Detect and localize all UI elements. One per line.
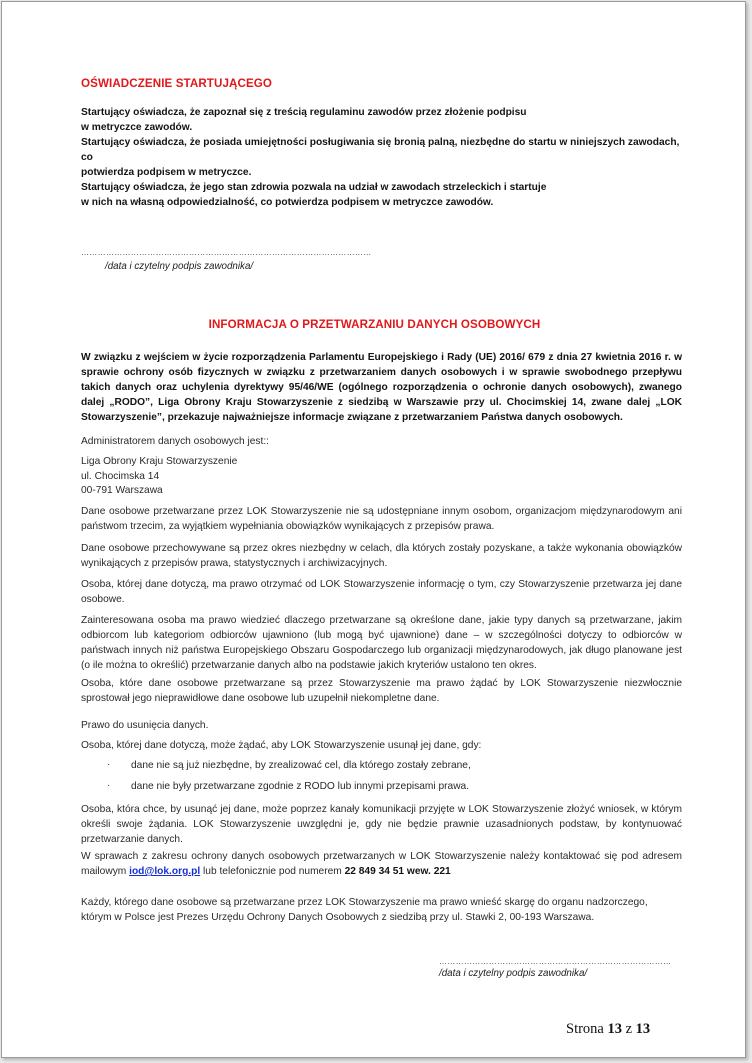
address-line: 00-791 Warszawa	[81, 485, 163, 497]
bullet-item: dane nie były przetwarzane zgodnie z RODO lub innymi przepisami prawa.	[131, 781, 470, 792]
statement-body	[81, 105, 691, 210]
info-signature-line: …………………………………………………………………………	[439, 957, 672, 966]
current-page: 13	[607, 1021, 622, 1037]
info-signature-label: /data i czytelny podpis zawodnika/	[439, 968, 588, 979]
bullet-item: dane nie są już niezbędne, by zrealizować cel, dla którego zostały zebrane,	[131, 760, 471, 771]
paragraph-information-right: Zainteresowana osoba ma prawo wiedzieć dlaczego przetwarzane są określone dane, jakie typy danych są przetwarzane, jakim odbiorcom lub kategoriom odbiorców ujawniono (lub mogą być ujawnione) dane – w szczególności dotyczy to odbiorców w państwach innych niż państwa Europejskiego Obszaru Gospodarczego lub organizacji międzynarodowych, jak długo planowane jest (o ile można to określić) przetwarzanie danych albo na podstawie jakich kryteriów ustalono ten okres.	[81, 615, 682, 671]
statement-signature-line: ……………………………………………………………………………………………	[81, 248, 372, 257]
paragraph-retention: Dane osobowe przechowywane są przez okres niezbędny w celach, dla których zostały pozyskane, a także wykonania obowiązków wynikających z przepisów prawa, statystycznych i archiwizacyjnych.	[81, 543, 682, 569]
statement-line: potwierdza podpisem w metryczce.	[81, 167, 252, 178]
info-title: INFORMACJA O PRZETWARZANIU DANYCH OSOBOWYCH	[208, 318, 541, 331]
paragraph-sharing: Dane osobowe przetwarzane przez LOK Stowarzyszenie nie są udostępniane innym osobom, organizacjom międzynarodowym ani państwom trzecim, za wyjątkiem wypełniania obowiązków wynikających z przepisów prawa.	[81, 506, 682, 532]
page-of: z	[625, 1021, 633, 1037]
complaint-line: Każdy, którego dane osobowe są przetwarzane przez LOK Stowarzyszenie ma prawo wnieść skargę do organu nadzorczego,	[81, 897, 648, 908]
contact-text-mid: lub telefonicznie pod numerem	[200, 866, 345, 877]
statement-line: w metryczce zawodów.	[81, 122, 193, 133]
statement-line: Startujący oświadcza, że posiada umiejętności posługiwania się bronią palną, niezbędne do startu w niniejszych zawodach, co	[81, 137, 680, 163]
page-number	[566, 1021, 650, 1038]
email-link[interactable]: iod@lok.org.pl	[129, 866, 201, 877]
paragraph-rectification: Osoba, które dane osobowe przetwarzane są przez Stowarzyszenie ma prawo żądać by LOK Stowarzyszenie niezwłocznie sprostował jego nieprawidłowe dane osobowe lub uzupełnił niekompletne dane.	[81, 678, 682, 704]
admin-address	[81, 455, 682, 499]
page-label: Strona	[566, 1021, 604, 1037]
paragraph-access-right: Osoba, której dane dotyczą, ma prawo otrzymać od LOK Stowarzyszenie informację o tym, czy Stowarzyszenie przetwarza jej dane osobowe.	[81, 579, 682, 605]
contact-phone: 22 849 34 51 wew. 221	[344, 866, 451, 877]
statement-line: Startujący oświadcza, że jego stan zdrowia pozwala na udział w zawodach strzeleckich i startuje	[81, 182, 547, 193]
statement-signature-label: /data i czytelny podpis zawodnika/	[105, 261, 254, 272]
complaint-line: którym w Polsce jest Prezes Urzędu Ochrony Danych Osobowych z siedzibą przy ul. Stawki 2, 00-193 Warszawa.	[81, 912, 595, 923]
total-pages: 13	[635, 1021, 651, 1037]
statement-title: OŚWIADCZENIE STARTUJĄCEGO	[81, 77, 273, 90]
paragraph-erasure-request: Osoba, która chce, by usunąć jej dane, może poprzez kanały komunikacji przyjęte w LOK Stowarzyszenie złożyć wniosek, w którym określi swoje żądania. LOK Stowarzyszenie uwzględni je, gdy nie będzie prawnie uzasadnionych podstaw, by kontynuować przetwarzanie danych.	[81, 804, 682, 845]
admin-label: Administratorem danych osobowych jest::	[81, 436, 269, 447]
statement-line: Startujący oświadcza, że zapoznał się z treścią regulaminu zawodów przez złożenie podpisu	[81, 107, 527, 118]
bullet-dot-icon: ·	[107, 780, 111, 791]
info-intro: W związku z wejściem w życie rozporządzenia Parlamentu Europejskiego i Rady (UE) 2016/ 679 z dnia 27 kwietnia 2016 r. w sprawie ochrony osób fizycznych w związku z przetwarzaniem danych osobowych i w sprawie swobodnego przepływu takich danych oraz uchylenia dyrektywy 95/46/WE (ogólnego rozporządzenia o ochronie danych osobowych), zwanego dalej „RODO”, Liga Obrony Kraju Stowarzyszenie z siedzibą w Warszawie przy ul. Chocimskiej 14, zwane dalej „LOK Stowarzyszenie”, przekazuje najważniejsze informacje związane z przetwarzaniem Państwa danych osobowych.	[81, 352, 682, 423]
contact-paragraph	[81, 849, 682, 879]
contact-text-pre: W sprawach z zakresu ochrony danych osobowych przetwarzanych w LOK Stowarzyszenie należy kontaktować się pod adresem mailowym	[81, 851, 682, 877]
address-line: ul. Chocimska 14	[81, 470, 160, 482]
bullet-dot-icon: ·	[107, 759, 111, 770]
document-page	[1, 1, 746, 1058]
address-line: Liga Obrony Kraju Stowarzyszenie	[81, 456, 238, 467]
statement-line: w nich na własną odpowiedzialność, co potwierdza podpisem w metryczce zawodów.	[81, 197, 494, 208]
complaint-paragraph	[81, 895, 691, 925]
erasure-heading: Prawo do usunięcia danych.	[81, 720, 209, 731]
erasure-intro: Osoba, której dane dotyczą, może żądać, aby LOK Stowarzyszenie usunął jej dane, gdy:	[81, 740, 482, 751]
